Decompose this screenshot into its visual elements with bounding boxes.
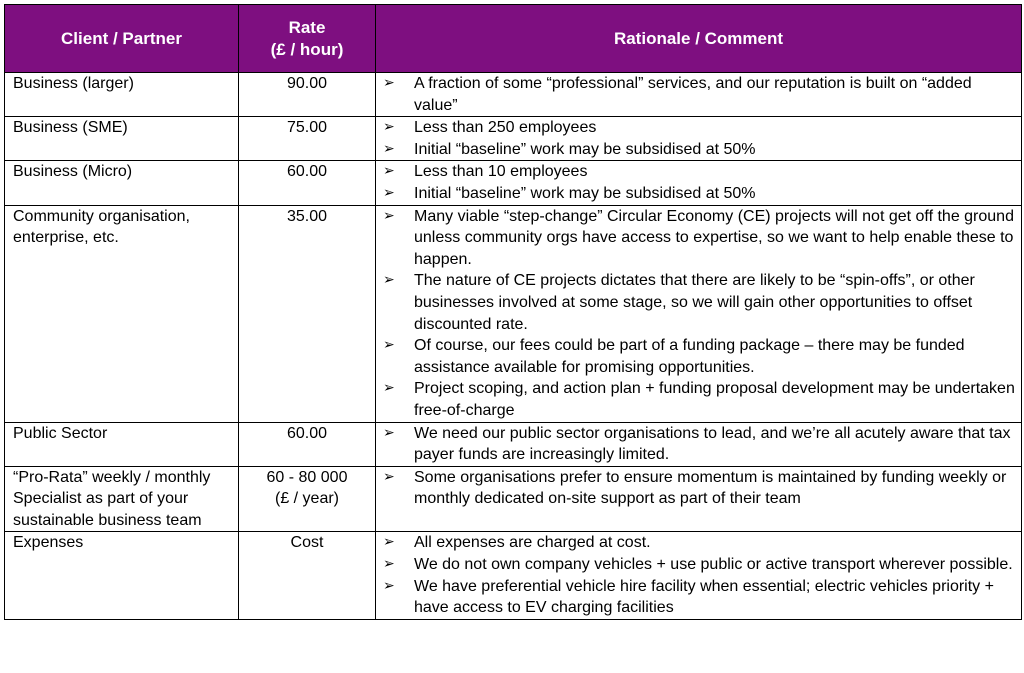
header-rate-line2: (£ / hour) — [270, 39, 344, 59]
comment-text: Initial “baseline” work may be subsidised at 50% — [414, 140, 756, 158]
rate-value: Cost — [290, 534, 324, 552]
comment-item — [380, 117, 1015, 139]
rate-cell — [239, 532, 376, 619]
client-cell: Expenses — [5, 532, 239, 619]
arrow-bullet-icon: ➢ — [383, 207, 395, 224]
comment-list — [380, 467, 1015, 510]
rate-value: 60.00 — [286, 424, 328, 442]
comment-item — [380, 532, 1015, 554]
comment-list — [380, 161, 1015, 204]
comment-item — [380, 576, 1015, 619]
comment-list — [380, 206, 1015, 422]
table-row — [5, 532, 1022, 619]
arrow-bullet-icon: ➢ — [383, 577, 395, 594]
rate-cell — [239, 161, 376, 205]
comment-list — [380, 73, 1015, 116]
comment-text: Less than 10 employees — [414, 163, 588, 181]
comment-text: Less than 250 employees — [414, 119, 597, 137]
rate-unit: (£ / year) — [274, 490, 339, 508]
arrow-bullet-icon: ➢ — [383, 272, 395, 289]
comment-item — [380, 139, 1015, 161]
arrow-bullet-icon: ➢ — [383, 556, 395, 573]
comment-cell — [376, 73, 1022, 117]
rate-value: 75.00 — [286, 119, 328, 137]
client-cell: Business (Micro) — [5, 161, 239, 205]
rate-value: 60 - 80 000 — [266, 468, 348, 486]
header-comment: Rationale / Comment — [376, 5, 1022, 73]
client-cell: Business (SME) — [5, 117, 239, 161]
rate-value: 35.00 — [286, 207, 328, 225]
comment-item — [380, 183, 1015, 205]
arrow-bullet-icon: ➢ — [383, 140, 395, 157]
comment-text: Some organisations prefer to ensure momentum is maintained by funding weekly or monthly dedicated on-site support as part of their team — [414, 468, 1007, 508]
comment-text: A fraction of some “professional” services, and our reputation is built on “added value” — [414, 75, 972, 114]
client-cell: Community organisation, enterprise, etc. — [5, 205, 239, 422]
comment-text: We need our public sector organisations to lead, and we’re all acutely aware that tax payer funds are increasingly limited. — [414, 424, 1011, 464]
comment-item — [380, 73, 1015, 116]
header-rate-line1: Rate — [288, 17, 326, 37]
comment-text: We do not own company vehicles + use public or active transport wherever possible. — [414, 556, 1013, 574]
rate-cell — [239, 117, 376, 161]
comment-cell — [376, 205, 1022, 422]
comment-text: Project scoping, and action plan + funding proposal development may be undertaken free-of-charge — [414, 380, 1015, 419]
rate-cell — [239, 73, 376, 117]
arrow-bullet-icon: ➢ — [383, 119, 395, 136]
comment-item — [380, 378, 1015, 421]
comment-item — [380, 161, 1015, 183]
arrow-bullet-icon: ➢ — [383, 534, 395, 551]
table-row — [5, 161, 1022, 205]
comment-cell — [376, 532, 1022, 619]
arrow-bullet-icon: ➢ — [383, 75, 395, 91]
comment-text: Of course, our fees could be part of a funding package – there may be funded assistance available for promising opportunities. — [414, 337, 965, 376]
table-row — [5, 73, 1022, 117]
client-cell: “Pro-Rata” weekly / monthly Specialist as part of your sustainable business team — [5, 466, 239, 532]
rates-table — [4, 4, 1022, 620]
header-row — [5, 5, 1022, 73]
table-row — [5, 422, 1022, 466]
comment-item — [380, 335, 1015, 378]
comment-cell — [376, 466, 1022, 532]
arrow-bullet-icon: ➢ — [383, 184, 395, 201]
client-cell: Business (larger) — [5, 73, 239, 117]
comment-cell — [376, 117, 1022, 161]
comment-item — [380, 270, 1015, 335]
header-rate — [239, 5, 376, 73]
comment-item — [380, 467, 1015, 510]
rate-cell — [239, 422, 376, 466]
comment-text: All expenses are charged at cost. — [414, 534, 651, 552]
comment-text: Many viable “step-change” Circular Economy (CE) projects will not get off the ground unless community orgs have access to expertise, so we want to help enable these to happen. — [414, 207, 1014, 268]
comment-list — [380, 423, 1015, 466]
comment-item — [380, 423, 1015, 466]
client-cell: Public Sector — [5, 422, 239, 466]
arrow-bullet-icon: ➢ — [383, 380, 395, 397]
comment-list — [380, 532, 1015, 618]
table-row — [5, 205, 1022, 422]
comment-text: We have preferential vehicle hire facility when essential; electric vehicles priority + have access to EV charging facilities — [414, 577, 994, 617]
rate-value: 60.00 — [286, 163, 328, 181]
rate-cell — [239, 466, 376, 532]
arrow-bullet-icon: ➢ — [383, 468, 395, 485]
arrow-bullet-icon: ➢ — [383, 424, 395, 441]
comment-item — [380, 554, 1015, 576]
comment-cell — [376, 422, 1022, 466]
rate-cell — [239, 205, 376, 422]
table-row — [5, 466, 1022, 532]
comment-text: The nature of CE projects dictates that there are likely to be “spin-offs”, or other businesses involved at some stage, so we will gain other opportunities to offset discounted rate. — [414, 272, 975, 333]
rate-value: 90.00 — [286, 75, 328, 92]
comment-item — [380, 206, 1015, 271]
comment-list — [380, 117, 1015, 160]
header-client: Client / Partner — [5, 5, 239, 73]
comment-cell — [376, 161, 1022, 205]
table-body — [5, 73, 1022, 620]
comment-text: Initial “baseline” work may be subsidised at 50% — [414, 184, 756, 202]
arrow-bullet-icon: ➢ — [383, 163, 395, 180]
table-row — [5, 117, 1022, 161]
arrow-bullet-icon: ➢ — [383, 337, 395, 354]
